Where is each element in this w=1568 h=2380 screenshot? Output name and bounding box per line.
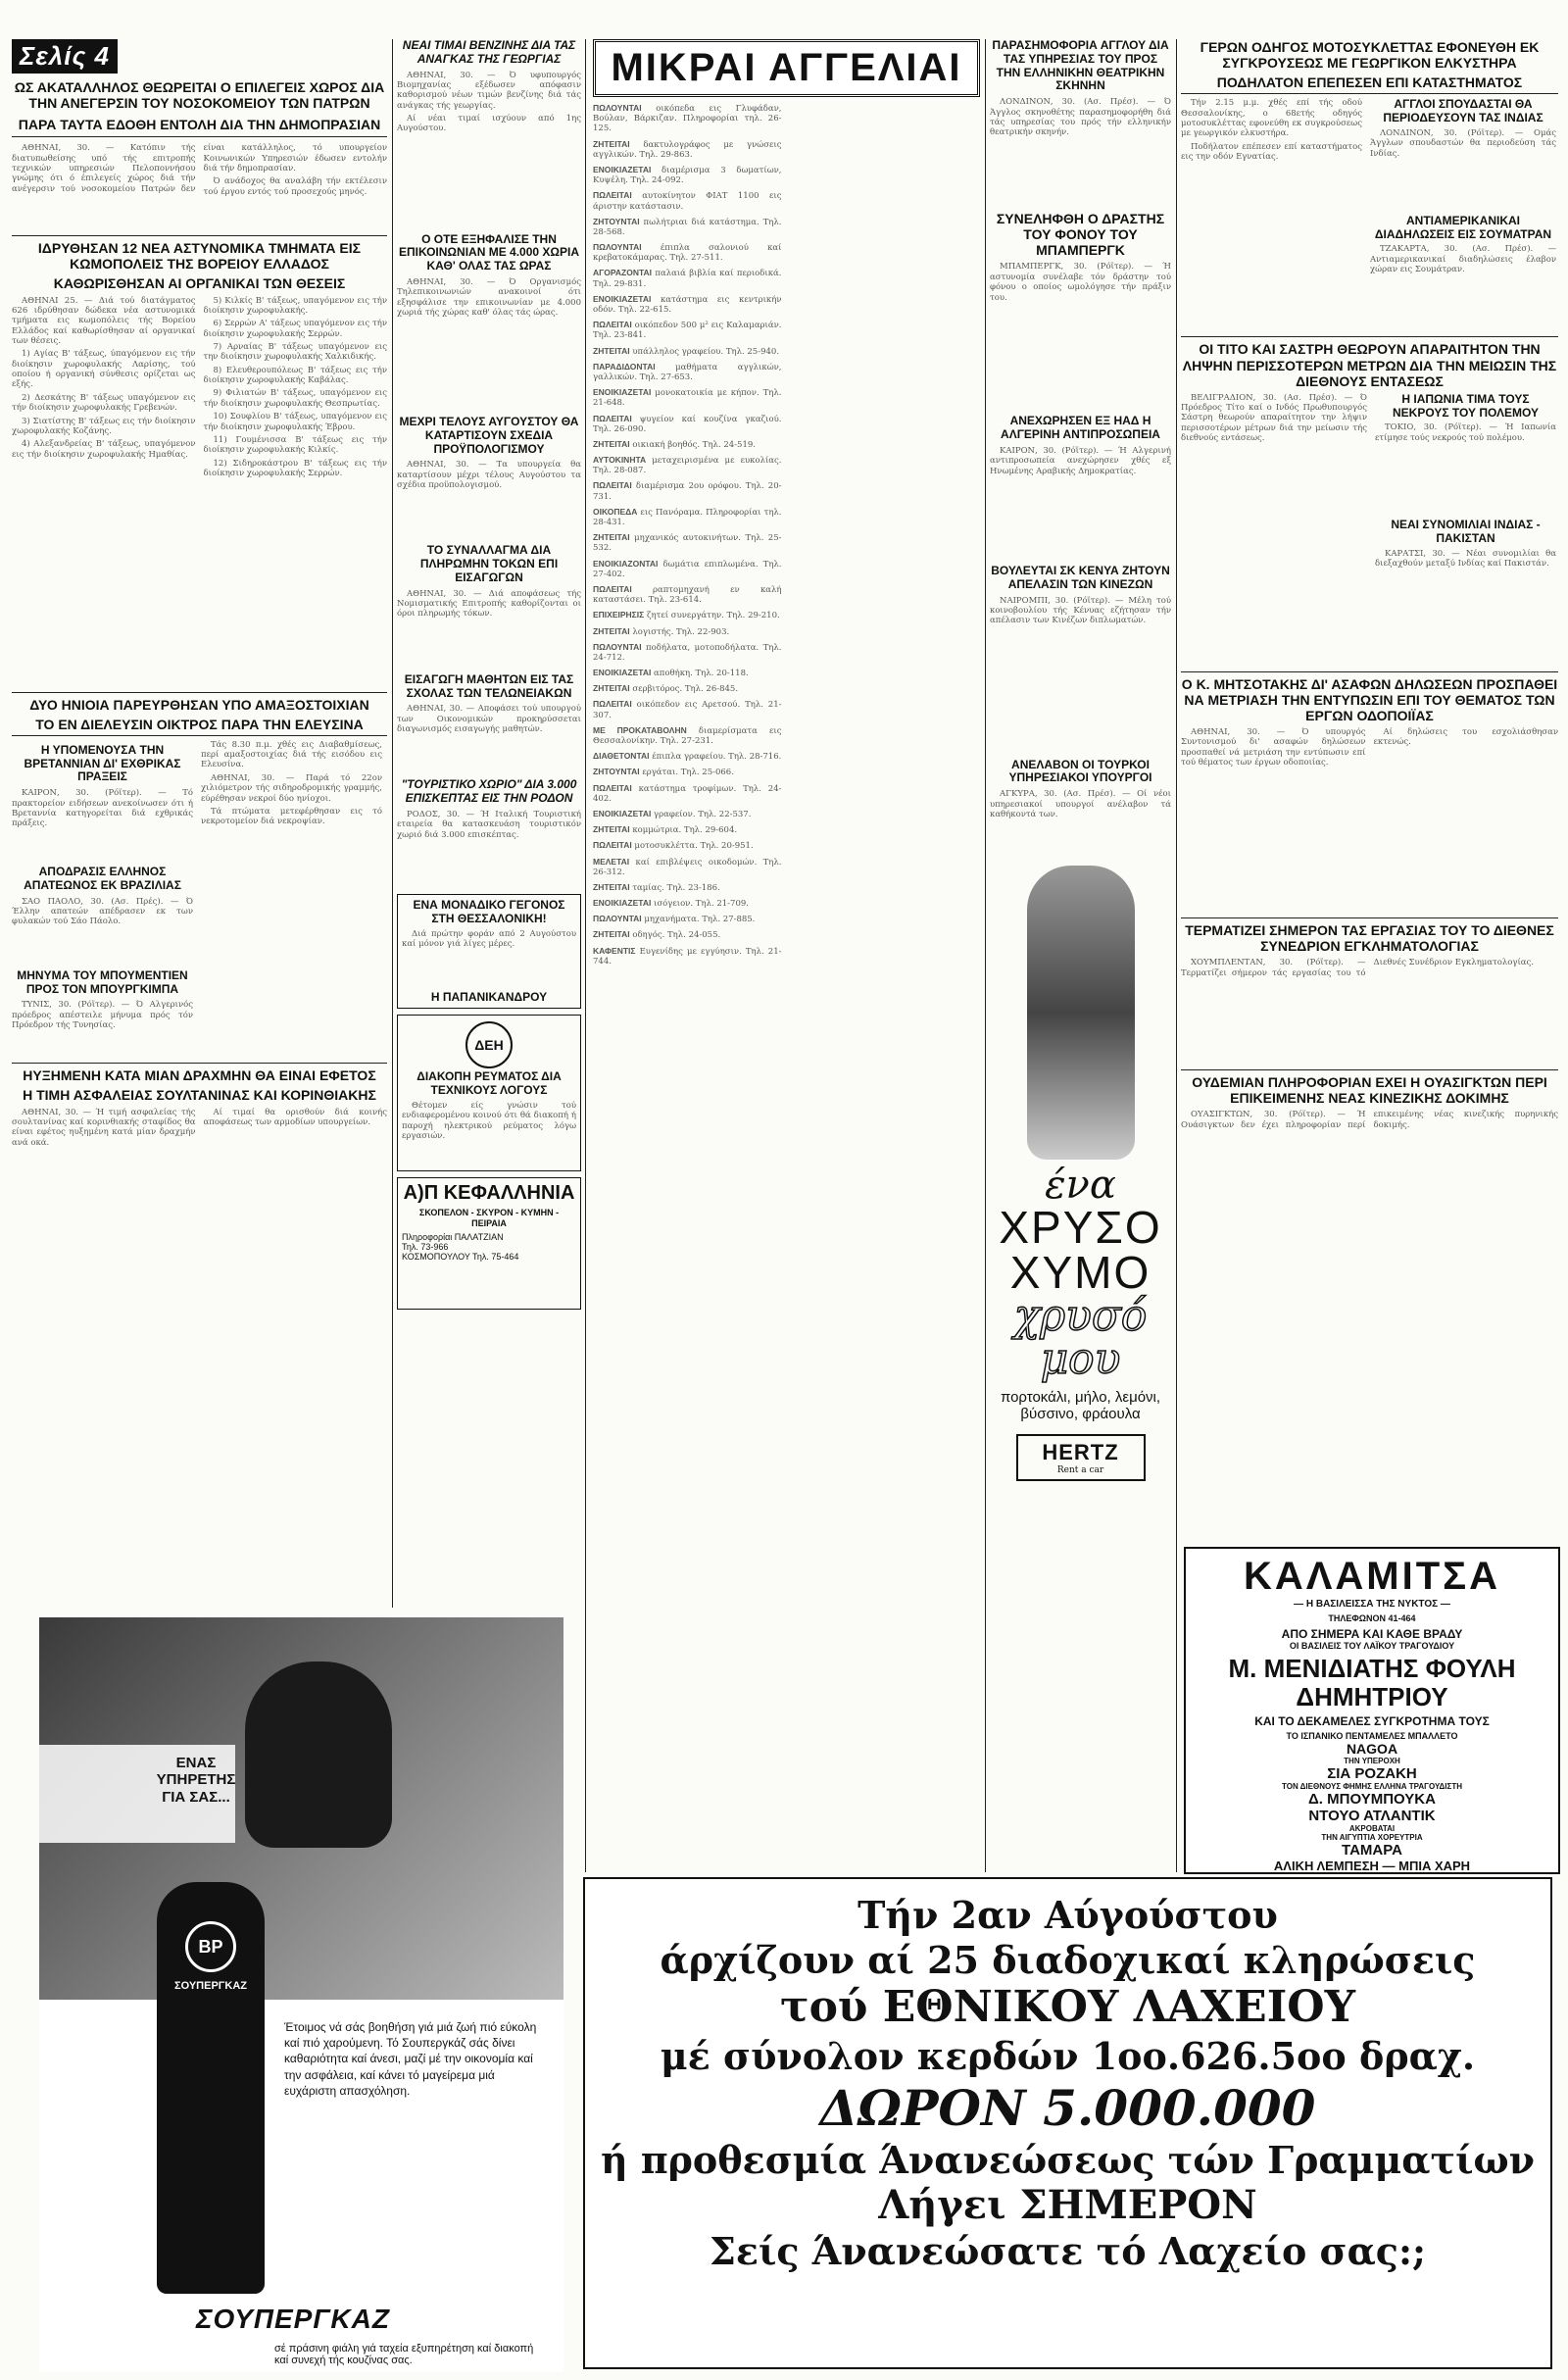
ad-line: Πληροφορίαι ΠΑΛΑΤΖΙΑΝ bbox=[402, 1232, 504, 1243]
divider bbox=[1181, 1069, 1558, 1070]
article-body: ΤΖΑΚΑΡΤΑ, 30. (Ασ. Πρέσ). — Αντιαμερικανικαί διαδηλώσεις έλαβον χώραν εις Σουμάτραν. bbox=[1370, 244, 1556, 275]
list-item: ΑΓΟΡΑΖΟΝΤΑΙ παλαιά βιβλία καί περιοδικά. Τηλ. 29-831. bbox=[593, 268, 782, 289]
headline: ΠΟΔΗΛΑΤΟΝ ΕΠΕΠΕΣΕΝ ΕΠΙ ΚΑΤΑΣΤΗΜΑΤΟΣ bbox=[1181, 74, 1558, 94]
list-item: ΖΗΤΟΥΝΤΑΙ εργάται. Τηλ. 25-066. bbox=[593, 767, 734, 778]
column-1 bbox=[12, 39, 387, 1225]
column-4 bbox=[990, 39, 1171, 1571]
section-logo: Σελίς 4 bbox=[12, 39, 118, 74]
woman-figure bbox=[245, 1661, 392, 1848]
ad-line: ΤΟΝ ΔΙΕΘΝΟΥΣ ΦΗΜΗΣ ΕΛΛΗΝΑ ΤΡΑΓΟΥΔΙΣΤΗ bbox=[1282, 1782, 1462, 1792]
juice-ad bbox=[990, 866, 1171, 1571]
article-body: ΑΘΗΝΑΙ, 30. — Αποφάσει τού υπουργού των Οικονομικών προκηρύσσεται διαγωνισμός εισαγωγής μαθητών. bbox=[397, 704, 581, 735]
list-item: ΖΗΤΕΙΤΑΙ ταμίας. Τηλ. 23-186. bbox=[593, 881, 720, 893]
ad-line: άρχίζουν αί 25 διαδοχικαί κληρώσεις bbox=[660, 1937, 1476, 1982]
divider bbox=[1181, 917, 1558, 918]
ad-phone: ΤΗΛΕΦΩΝΟΝ 41-464 bbox=[1328, 1613, 1416, 1623]
headline: ΠΑΡΑ ΤΑΥΤΑ ΕΔΟΘΗ ΕΝΤΟΛΗ ΔΙΑ ΤΗΝ ΔΗΜΟΠΡΑΣΙΑΝ bbox=[12, 117, 387, 137]
ad-footer: σέ πράσινη φιάλη γιά ταχεία εξυπηρέτηση καί διακοπή καί συνεχή τής κουζίνας σας. bbox=[274, 2343, 534, 2366]
ad-line: Τηλ. 73-966 bbox=[402, 1242, 449, 1253]
list-item: ΖΗΤΕΙΤΑΙ οικιακή βοηθός. Τηλ. 24-519. bbox=[593, 438, 756, 450]
article-body: ΑΘΗΝΑΙ, 30. — Διά αποφάσεως τής Νομισματικής Επιτροπής καθορίζονται οι όροι πληρωμής τόκων. bbox=[397, 588, 581, 620]
headline: ΚΑΘΩΡΙΣΘΗΣΑΝ ΑΙ ΟΡΓΑΝΙΚΑΙ ΤΩΝ ΘΕΣΕΙΣ bbox=[53, 275, 346, 292]
list-item: ΕΝΟΙΚΙΑΖΕΤΑΙ κατάστημα εις κεντρικήν οδόν. Τηλ. 22-615. bbox=[593, 293, 782, 315]
ferry-ad bbox=[397, 1177, 581, 1310]
headline: ΟΥΔΕΜΙΑΝ ΠΛΗΡΟΦΟΡΙΑΝ ΕΧΕΙ Η ΟΥΑΣΙΓΚΤΩΝ ΠΕΡΙ ΕΠΙΚΕΙΜΕΝΗΣ ΝΕΑΣ ΚΙΝΕΖΙΚΗΣ ΔΟΚΙΜΗΣ bbox=[1192, 1074, 1547, 1107]
headline: ΑΝΤΙΑΜΕΡΙΚΑΝΙΚΑΙ ΔΙΑΔΗΛΩΣΕΙΣ ΕΙΣ ΣΟΥΜΑΤΡΑΝ bbox=[1374, 213, 1552, 241]
headline: ΗΥΞΗΜΕΝΗ ΚΑΤΑ ΜΙΑΝ ΔΡΑΧΜΗΝ ΘΑ ΕΙΝΑΙ ΕΦΕΤΟΣ bbox=[23, 1067, 376, 1084]
lottery-ad bbox=[583, 1877, 1552, 2369]
divider bbox=[12, 235, 387, 236]
list-item: ΠΩΛΟΥΝΤΑΙ οικόπεδα εις Γλυφάδαν, Βούλαν, Βάρκιζαν. Πληροφορίαι τηλ. 26-125. bbox=[593, 103, 782, 134]
list-item: ΕΝΟΙΚΙΑΖΕΤΑΙ διαμέρισμα 3 δωματίων, Κυψέλη. Τηλ. 24-092. bbox=[593, 164, 782, 186]
article-body: ΑΘΗΝΑΙ, 30. — Ή τιμή ασφαλείας τής σουλτανίνας καί κορινθιακής σταφίδος θα είναι εφέτος ηυξημένη κατά μίαν δραχμήν ανά οκά. Αί τιμαί θα ορισθούν διά κοινής αποφάσεως των αρμοδίων υπουργείων. bbox=[12, 1107, 387, 1148]
gas-cylinder-icon bbox=[157, 1882, 265, 2294]
bp-logo-icon: BP bbox=[185, 1921, 236, 1972]
headline: ΤΟ ΕΝ ΔΙΕΛΕΥΣΙΝ ΟΙΚΤΡΟΣ ΠΑΡΑ ΤΗΝ ΕΛΕΥΣΙΝΑ bbox=[12, 717, 387, 736]
headline: ΓΕΡΩΝ ΟΔΗΓΟΣ ΜΟΤΟΣΥΚΛΕΤΤΑΣ ΕΦΟΝΕΥΘΗ ΕΚ ΣΥΓΚΡΟΥΣΕΩΣ ΜΕ ΓΕΩΡΓΙΚΟΝ ΕΛΚΥΣΤΗΡΑ bbox=[1200, 39, 1540, 72]
headline: Η ΥΠΟΜΕΝΟΥΣΑ ΤΗΝ ΒΡΕΤΑΝΝΙΑΝ ΔΙ' ΕΧΘΡΙΚΑΣ ΠΡΑΞΕΙΣ bbox=[24, 742, 181, 784]
ad-line: ΤΗΝ ΑΙΓΥΠΤΙΑ ΧΟΡΕΥΤΡΙΑ bbox=[1321, 1833, 1423, 1843]
article-body: ΑΓΚΥΡΑ, 30. (Ασ. Πρέσ). — Οί νέοι υπηρεσιακοί υπουργοί ανέλαβον τά καθήκοντά των. bbox=[990, 789, 1171, 819]
headline: ΒΟΥΛΕΥΤΑΙ ΣΚ ΚΕΝΥΑ ΖΗΤΟΥΝ ΑΠΕΛΑΣΙΝ ΤΩΝ ΚΙΝΕΖΩΝ bbox=[991, 564, 1170, 591]
list-item: ΖΗΤΕΙΤΑΙ υπάλληλος γραφείου. Τηλ. 25-940. bbox=[593, 345, 780, 357]
list-item: ΠΩΛΕΙΤΑΙ ραπτομηχανή εν καλή καταστάσει. Τηλ. 23-614. bbox=[593, 583, 782, 606]
article-body: ΑΘΗΝΑΙ, 30. — Ό Οργανισμός Τηλεπικοινωνιών ανακοινοί ότι εξησφάλισε την επικοινωνίαν με 4.000 χωριά τής χώρας καθ' όλας τάς ώρας. bbox=[397, 276, 581, 319]
headline: ΑΝΕΛΑΒΟΝ ΟΙ ΤΟΥΡΚΟΙ ΥΠΗΡΕΣΙΑΚΟΙ ΥΠΟΥΡΓΟΙ bbox=[1008, 757, 1152, 785]
list-item: ΖΗΤΟΥΝΤΑΙ πωλήτριαι διά κατάστημα. Τηλ. 28-568. bbox=[593, 216, 782, 237]
headline: ΑΠΟΔΡΑΣΙΣ ΕΛΛΗΝΟΣ ΑΠΑΤΕΩΝΟΣ ΕΚ ΒΡΑΖΙΛΙΑΣ bbox=[24, 865, 181, 892]
hertz-ad bbox=[1016, 1434, 1146, 1481]
ad-line: πορτοκάλι, μήλο, λεμόνι, βύσσινο, φράουλα bbox=[1000, 1389, 1161, 1423]
ad-line: ΑΛΙΚΗ ΛΕΜΠΕΣΗ — ΜΠΙΑ ΧΑΡΗ bbox=[1273, 1859, 1471, 1874]
headline: ΤΟ ΣΥΝΑΛΛΑΓΜΑ ΔΙΑ ΠΛΗΡΩΜΗΝ ΤΟΚΩΝ ΕΠΙ ΕΙΣΑΓΩΓΩΝ bbox=[419, 543, 559, 584]
classifieds-title: ΜΙΚΡΑΙ ΑΓΓΕΛΙΑΙ bbox=[593, 39, 980, 97]
ad-line: ΤΗΝ ΥΠΕΡΟΧΗ bbox=[1344, 1757, 1400, 1766]
list-item: ΜΕΛΕΤΑΙ καί επιβλέψεις οικοδομών. Τηλ. 26-312. bbox=[593, 856, 782, 877]
article-body: ΚΑΡΑΤΣΙ, 30. — Νέαι συνομιλίαι θα διεξαχθούν μεταξύ Ινδίας καί Πακιστάν. bbox=[1375, 548, 1556, 570]
ad-line: ΣΙΑ ΡΟΖΑΚΗ bbox=[1327, 1765, 1417, 1783]
ad-title: ΚΑΛΑΜΙΤΣΑ bbox=[1243, 1555, 1501, 1598]
list-item: ΖΗΤΕΙΤΑΙ δακτυλογράφος με γνώσεις αγγλικών. Τηλ. 29-863. bbox=[593, 138, 782, 160]
ad-line: Δ. ΜΠΟΥΜΠΟΥΚΑ bbox=[1308, 1791, 1436, 1809]
headline: Η ΤΙΜΗ ΑΣΦΑΛΕΙΑΣ ΣΟΥΛΤΑΝΙΝΑΣ ΚΑΙ ΚΟΡΙΝΘΙΑΚΗΣ bbox=[23, 1087, 376, 1104]
column-rule bbox=[985, 39, 986, 1872]
supergaz-ad bbox=[39, 1617, 564, 2372]
article-body: ΚΑΪΡΟΝ, 30. (Ρόϊτερ). — Τό πρακτορείον ειδήσεων ανεκοίνωσεν ότι ή Βρεταννία κατηγορείται διά εχθρικάς πράξεις. bbox=[12, 788, 193, 829]
brand-name: ΣΟΥΠΕΡΓΚΑΖ bbox=[196, 2304, 390, 2334]
column-rule bbox=[1176, 39, 1177, 1872]
headline: ΕΝΑ ΜΟΝΑΔΙΚΟ ΓΕΓΟΝΟΣ ΣΤΗ ΘΕΣΣΑΛΟΝΙΚΗ! bbox=[413, 897, 565, 925]
list-item: ΕΝΟΙΚΙΑΖΕΤΑΙ μονοκατοικία με κήπον. Τηλ. 21-648. bbox=[593, 387, 782, 409]
list-item: ΖΗΤΕΙΤΑΙ κομμώτρια. Τηλ. 29-604. bbox=[593, 824, 738, 836]
list-item: ΕΝΟΙΚΙΑΖΕΤΑΙ γραφείον. Τηλ. 22-537. bbox=[593, 808, 752, 819]
headline: ΔΙΑΚΟΠΗ ΡΕΥΜΑΤΟΣ ΔΙΑ ΤΕΧΝΙΚΟΥΣ ΛΟΓΟΥΣ bbox=[416, 1069, 562, 1098]
article-body: ΛΟΝΔΙΝΟΝ, 30. (Ρόϊτερ). — Ομάς Άγγλων σπουδαστών θα περιοδεύση τάς Ινδίας. bbox=[1370, 127, 1556, 159]
article-body: ΑΘΗΝΑΙ 25. — Διά τού διατάγματος 626 ιδρύθησαν δώδεκα νέα αστυνομικά τμήματα εις κωμοπόλεις τής Βορείου Ελλάδος καί καθωρίσθησαν αί οργανικαί των θέσεις. 1) Αγίας Β' τάξεως, ύπαγόμενον εις τήν διοίκησιν χωροφυλακής Λαρίσης, τού οποίου ή οργανική σύνθεσις ορίζεται ως εξής. 2) Δεσκάτης Β' τάξεως υπαγόμενον εις τήν διοίκησιν χωροφυλακής Γρεβενών. 3) Σιατίστης Β' τάξεως εις τήν διοίκησιν χωροφυλακής Κοζάνης. 4) Αλεξανδρείας Β' τάξεως, υπαγόμενον εις τήν διοίκησιν χωροφυλακής Ημαθίας. 5) Κιλκίς Β' τάξεως, υπαγόμενον εις τήν διοίκησιν χωροφυλακής. 6) Σερρών Α' τάξεως υπαγόμενον εις τήν διοίκησιν χωροφυλακής Σερρών. 7) Αρναίας Β' τάξεως υπαγόμενον εις την διοίκησιν χωροφυλακής Χαλκιδικής. 8) Ελευθερουπόλεως Β' τάξεως εις τήν διοίκησιν χωροφυλακής Καβάλας. 9) Φιλιατών Β' τάξεως, υπαγόμενον εις τήν διοίκησιν χωροφυλακής Θεσπρωτίας. 10) Σουφλίου Β' τάξεως, υπαγόμενον εις τήν διοίκησιν χωροφυλακής Έβρου. 11) Γουμένισσα Β' τάξεως εις τήν διοίκησιν χωροφυλακής Κιλκίς. 12) Σιδηροκάστρου Β' τάξεως εις τήν διοίκησιν χωροφυλακής Σερρών. bbox=[12, 295, 387, 478]
headline: ΟΙ ΤΙΤΟ ΚΑΙ ΣΑΣΤΡΗ ΘΕΩΡΟΥΝ ΑΠΑΡΑΙΤΗΤΟΝ ΤΗΝ ΛΗΨΗΝ ΠΕΡΙΣΣΟΤΕΡΩΝ ΜΕΤΡΩΝ ΔΙΑ ΤΗΝ ΜΕΙΩΣΙΝ ΤΗΣ ΔΙΕΘΝΟΥΣ ΕΝΤΑΣΕΩΣ bbox=[1182, 341, 1557, 389]
headline: ΝΕΑΙ ΤΙΜΑΙ ΒΕΝΖΙΝΗΣ ΔΙΑ ΤΑΣ ΑΝΑΓΚΑΣ ΤΗΣ ΓΕΩΡΓΙΑΣ bbox=[402, 38, 576, 66]
article-body: ΑΘΗΝΑΙ, 30. — Ό υφυπουργός Βιομηχανίας εξέδωσεν απόφασιν καθορισμού νέων τιμών βενζίνης διά τάς ανάγκας τής γεωργίας. Αί νέαι τιμαί ισχύουν από 1ης Αυγούστου. bbox=[397, 70, 581, 134]
list-item: ΕΝΟΙΚΙΑΖΟΝΤΑΙ δωμάτια επιπλωμένα. Τηλ. 27-402. bbox=[593, 558, 782, 579]
list-item: ΠΩΛΟΥΝΤΑΙ ποδήλατα, μοτοποδήλατα. Τηλ. 24-712. bbox=[593, 641, 782, 663]
list-item: ΠΩΛΕΙΤΑΙ μοτοσυκλέττα. Τηλ. 20-951. bbox=[593, 840, 754, 852]
column-rule bbox=[585, 39, 586, 1872]
column-2 bbox=[397, 39, 581, 1310]
ad-title: Α)Π ΚΕΦΑΛΛΗΝΙΑ bbox=[403, 1182, 575, 1205]
ad-line: ή προθεσμία Άνανεώσεως τών Γραμματίων bbox=[600, 2137, 1536, 2182]
ad-line: ΣΚΟΠΕΛΟΝ - ΣΚΥΡΟΝ - ΚΥΜΗΝ - ΠΕΙΡΑΙΑ bbox=[418, 1208, 560, 1228]
headline: ΑΝΕΧΩΡΗΣΕΝ ΕΞ ΗΑΔ Η ΑΛΓΕΡΙΝΗ ΑΝΤΙΠΡΟΣΩΠΕΙΑ bbox=[1001, 414, 1160, 442]
article-body: ΑΘΗΝΑΙ, 30. — Τα υπουργεία θα καταρτίσουν μέχρι τέλους Αυγούστου τα σχέδια προϋπολογισμού. bbox=[397, 460, 581, 491]
ad-sub: — Η ΒΑΣΙΛΕΙΣΣΑ ΤΗΣ ΝΥΚΤΟΣ — bbox=[1294, 1599, 1450, 1610]
cylinder-label: ΣΟΥΠΕΡΓΚΑΖ bbox=[173, 1980, 248, 1992]
list-item: ΠΩΛΕΙΤΑΙ αυτοκίνητον ΦΙΑΤ 1100 εις άριστην κατάστασιν. bbox=[593, 190, 782, 212]
ad-tagline: ΕΝΑΣ ΥΠΗΡΕΤΗΣ ΓΙΑ ΣΑΣ... bbox=[156, 1755, 236, 1806]
list-item: ΠΩΛΕΙΤΑΙ διαμέρισμα 2ου ορόφου. Τηλ. 20-731. bbox=[593, 480, 782, 502]
ad-body: Έτοιμος νά σάς βοηθήση γιά μιά ζωή πιό εύκολη καί πιό χαρούμενη. Τό Σουπεργκάζ σάς δίνει καθαριότητα καί άνεσι, μαζί μέ την οικονομία καί την ασφάλεια, καί κάνει τό μαγείρεμα μιά ευχάριστη απασχόληση. bbox=[284, 2020, 537, 2098]
ad-line: μου bbox=[1040, 1334, 1121, 1385]
list-item: ΠΩΛΟΥΝΤΑΙ έπιπλα σαλονιού καί κρεβατοκάμαρας. Τηλ. 27-511. bbox=[593, 242, 782, 264]
article-body: Θέτομεν είς γνώσιν τού ενδιαφερομένου κοινού ότι θά διακοπή ή παροχή ηλεκτρικού ρεύματος λόγω εργασιών. bbox=[402, 1100, 576, 1142]
headline: ΕΙΣΑΓΩΓΗ ΜΑΘΗΤΩΝ ΕΙΣ ΤΑΣ ΣΧΟΛΑΣ ΤΩΝ ΤΕΛΩΝΕΙΑΚΩΝ bbox=[404, 671, 574, 700]
ad-line: ΑΚΡΟΒΑΤΑΙ bbox=[1348, 1824, 1396, 1834]
list-item: ΟΙΚΟΠΕΔΑ εις Πανόραμα. Πληροφορίαι τηλ. 28-431. bbox=[593, 506, 782, 527]
list-item: ΖΗΤΕΙΤΑΙ οδηγός. Τηλ. 24-055. bbox=[593, 929, 721, 941]
article-body: ΤΟΚΙΟ, 30. (Ρόϊτερ). — Ή Ιαπωνία ετίμησε τούς νεκρούς τού πολέμου. bbox=[1375, 422, 1556, 443]
article-body: ΝΑΪΡΟΜΠΙ, 30. (Ρόϊτερ). — Μέλη τού κοινοβουλίου τής Κένυας εζήτησαν τήν απέλασιν των Κινέζων διπλωματών. bbox=[990, 595, 1171, 626]
article-body: Τήν 2.15 μ.μ. χθές επί τής οδού Θεσσαλονίκης, ο 68ετής οδηγός μοτοσυκλέττας εφονεύθη εκ συγκρούσεως με γεωργικόν ελκυστήρα. Ποδήλατον επέπεσεν επί καταστήματος εις την οδόν Εγνατίας. bbox=[1181, 98, 1362, 163]
ad-line: Σείς Άνανεώσατε τό Λαχείο σας:; bbox=[710, 2229, 1426, 2274]
list-item: ΠΩΛΕΙΤΑΙ κατάστημα τροφίμων. Τηλ. 24-402. bbox=[593, 782, 782, 804]
list-item: ΖΗΤΕΙΤΑΙ μηχανικός αυτοκινήτων. Τηλ. 25-532. bbox=[593, 532, 782, 554]
article-body: ΒΕΛΙΓΡΑΔΙΟΝ, 30. (Ασ. Πρέσ). — Ό Πρόεδρος Τίτο καί ο Ινδός Πρωθυπουργός Σάστρη θεωρούν απαραίτητον την λήψιν περισσοτέρων μέτρων διά την μείωσιν τής διεθνούς εντάσεως. bbox=[1181, 392, 1367, 444]
list-item: ΑΥΤΟΚΙΝΗΤΑ μεταχειρισμένα με ευκολίας. Τηλ. 28-087. bbox=[593, 455, 782, 476]
ad-line: NAGOA bbox=[1346, 1741, 1398, 1758]
ad-line: Τήν 2αν Αύγούστου bbox=[858, 1893, 1278, 1937]
headline: Η ΠΑΠΑΝΙΚΑΝΔΡΟΥ bbox=[430, 989, 548, 1004]
article-body: ΧΟΥΜΠΛΕΝΤΑΝ, 30. (Ρόϊτερ). — Τερματίζει σήμερον τάς εργασίας του τό Διεθνές Συνέδριον Εγκληματολογίας. bbox=[1181, 958, 1534, 978]
article-body: ΑΘΗΝΑΙ, 30. — Κατόπιν τής διατυπωθείσης υπό τής επιτροπής τεχνικών υπηρεσιών Πελοποννήσου γνώμης ότι ό έπιλεγείς χώρος διά τήν ανέγερσιν τού νοσοκομείου Πατρών δεν είναι κατάλληλος, τό υπουργείον Κοινωνικών Υπηρεσιών έδωσεν εντολήν διά τήν δημοπρασίαν. Ό ανάδοχος θα αναλάβη τήν εκτέλεσιν τού έργου εντός τού προσεχούς μηνός. bbox=[12, 143, 387, 197]
headline: ΣΥΝΕΛΗΦΘΗ Ο ΔΡΑΣΤΗΣ ΤΟΥ ΦΟΝΟΥ ΤΟΥ ΜΠΑΜΠΕΡΓΚ bbox=[996, 211, 1165, 259]
headline: Ο ΟΤΕ ΕΞΗΦΑΛΙΣΕ ΤΗΝ ΕΠΙΚΟΙΝΩΝΙΑΝ ΜΕ 4.000 ΧΩΡΙΑ ΚΑΘ' ΟΛΑΣ ΤΑΣ ΩΡΑΣ bbox=[398, 231, 580, 273]
list-item: ΖΗΤΕΙΤΑΙ σερβιτόρος. Τηλ. 26-845. bbox=[593, 683, 739, 695]
list-item: ΠΑΡΑΔΙΔΟΝΤΑΙ μαθήματα αγγλικών, γαλλικών. Τηλ. 27-653. bbox=[593, 361, 782, 382]
list-item: ΕΠΙΧΕΙΡΗΣΙΣ ζητεί συνεργάτην. Τηλ. 29-210. bbox=[593, 610, 780, 621]
utility-logo-icon: ΔΕΗ bbox=[466, 1021, 513, 1068]
ad-line: τού ΕΘΝΙΚΟΥ ΛΑΧΕΙΟΥ bbox=[779, 1982, 1356, 2033]
headline: ΑΓΓΛΟΙ ΣΠΟΥΔΑΣΤΑΙ ΘΑ ΠΕΡΙΟΔΕΥΣΟΥΝ ΤΑΣ ΙΝΔΙΑΣ bbox=[1383, 97, 1544, 125]
ad-line: ΧΥΜΟ bbox=[1009, 1247, 1152, 1299]
article-body: ΚΑΪΡΟΝ, 30. (Ρόϊτερ). — Ή Αλγερινή αντιπροσωπεία ανεχώρησεν χθές εξ Ηνωμένης Αραβικής Δημοκρατίας. bbox=[990, 446, 1171, 476]
article-body: ΑΘΗΝΑΙ, 30. — Ό υπουργός Συντονισμού δι' ασαφών δηλώσεων προσπαθεί νά μετριάση την εντύπωσιν επί τού θέματος των έργων οδοποιίας. Αί δηλώσεις του εσχολιάσθησαν εκτενώς. bbox=[1181, 727, 1558, 769]
article-body: Διά πρώτην φοράν από 2 Αυγούστου καί μόνον γιά λίγες μέρες. bbox=[402, 928, 576, 949]
ad-line: ΚΑΙ ΤΟ ΔΕΚΑΜΕΛΕΣ ΣΥΓΚΡΟΤΗΜΑ ΤΟΥΣ bbox=[1254, 1714, 1490, 1729]
divider bbox=[1181, 336, 1558, 337]
article-body: Τάς 8.30 π.μ. χθές εις Διαβαθμίσεως, περί αμαξοστοιχίας διά τής εισόδου εις Ελευσίνα. ΑΘΗΝΑΙ, 30. — Παρά τό 22ον χιλιόμετρον τής σιδηροδρομικής γραμμής, εύρέθησαν νεκροί δύο ηνίοχοι. Τά πτώματα μετεφέρθησαν εις τό νεκροτομείον διά νεκροψίαν. bbox=[201, 739, 382, 827]
ad-line: ΚΟΣΜΟΠΟΥΛΟΥ Τηλ. 75-464 bbox=[402, 1252, 519, 1263]
list-item: ΜΕ ΠΡΟΚΑΤΑΒΟΛΗΝ διαμερίσματα εις Θεσσαλονίκην. Τηλ. 27-231. bbox=[593, 724, 782, 746]
headline: ΩΣ ΑΚΑΤΑΛΛΗΛΟΣ ΘΕΩΡΕΙΤΑΙ Ο ΕΠΙΛΕΓΕΙΣ ΧΩΡΟΣ ΔΙΑ ΤΗΝ ΑΝΕΓΕΡΣΙΝ ΤΟΥ ΝΟΣΟΚΟΜΕΙΟΥ ΤΩΝ ΠΑΤΡΩΝ bbox=[14, 79, 385, 112]
list-item: ΠΩΛΕΙΤΑΙ ψυγείον καί κουζίνα γκαζιού. Τηλ. 26-090. bbox=[593, 413, 782, 434]
ad-line: Λήγει ΣΗΜΕΡΟΝ bbox=[878, 2182, 1257, 2229]
headline: Ο Κ. ΜΗΤΣΟΤΑΚΗΣ ΔΙ' ΑΣΑΦΩΝ ΔΗΛΩΣΕΩΝ ΠΡΟΣΠΑΘΕΙ ΝΑ ΜΕΤΡΙΑΣΗ ΤΗΝ ΕΝΤΥΠΩΣΙΝ ΕΠΙ ΤΟΥ ΘΕΜΑΤΟΣ ΤΩΝ ΕΡΓΩΝ ΟΔΟΠΟΙΪΑΣ bbox=[1181, 675, 1558, 723]
kalamitsa-ad bbox=[1184, 1547, 1560, 1874]
list-item: ΕΝΟΙΚΙΑΖΕΤΑΙ ισόγειον. Τηλ. 21-709. bbox=[593, 898, 749, 910]
article-body: ΟΥΑΣΙΓΚΤΩΝ, 30. (Ρόϊτερ). — Ή Ουάσιγκτων δεν έχει πληροφορίαν περί επικειμένης νέας κινεζικής πυρηνικής δοκιμής. bbox=[1181, 1110, 1558, 1130]
ad-line: ΝΤΟΥΟ ΑΤΛΑΝΤΙΚ bbox=[1308, 1808, 1436, 1825]
divider bbox=[12, 1063, 387, 1064]
list-item: ΠΩΛΕΙΤΑΙ οικόπεδον 500 μ² εις Καλαμαριάν. Τηλ. 23-841. bbox=[593, 320, 782, 341]
column-5 bbox=[1181, 39, 1558, 1208]
article-body: ΣΑΟ ΠΑΟΛΟ, 30. (Ασ. Πρές). — Ό Έλλην απατεών απέδρασεν εκ των φυλακών τού Σάο Πάολο. bbox=[12, 896, 193, 927]
headline: Η ΙΑΠΩΝΙΑ ΤΙΜΑ ΤΟΥΣ ΝΕΚΡΟΥΣ ΤΟΥ ΠΟΛΕΜΟΥ bbox=[1392, 391, 1539, 420]
power-outage-notice bbox=[397, 1015, 581, 1171]
headline: ΜΕΧΡΙ ΤΕΛΟΥΣ ΑΥΓΟΥΣΤΟΥ ΘΑ ΚΑΤΑΡΤΙΣΟΥΝ ΣΧΕΔΙΑ ΠΡΟΫΠΟΛΟΓΙΣΜΟΥ bbox=[399, 414, 579, 456]
ad-line: ΔΩΡΟΝ 5.000.000 bbox=[819, 2078, 1316, 2137]
list-item: ΕΝΟΙΚΙΑΖΕΤΑΙ αποθήκη. Τηλ. 20-118. bbox=[593, 668, 749, 679]
bottle-icon bbox=[1027, 866, 1135, 1160]
list-item: ΖΗΤΕΙΤΑΙ λογιστής. Τηλ. 22-903. bbox=[593, 625, 730, 637]
headline: ΤΕΡΜΑΤΙΖΕΙ ΣΗΜΕΡΟΝ ΤΑΣ ΕΡΓΑΣΙΑΣ ΤΟΥ ΤΟ ΔΙΕΘΝΕΣ ΣΥΝΕΔΡΙΟΝ ΕΓΚΛΗΜΑΤΟΛΟΓΙΑΣ bbox=[1185, 922, 1554, 955]
ad-line: ένα bbox=[1045, 1163, 1116, 1209]
headline: ΠΑΡΑΣΗΜΟΦΟΡΙΑ ΑΓΓΛΟΥ ΔΙΑ ΤΑΣ ΥΠΗΡΕΣΙΑΣ ΤΟΥ ΠΡΟΣ ΤΗΝ ΕΛΛΗΝΙΚΗΝ ΘΕΑΤΡΙΚΗΝ ΣΚΗΝΗΝ bbox=[992, 38, 1169, 93]
article-body: ΤΥΝΙΣ, 30. (Ρόϊτερ). — Ό Αλγερινός πρόεδρος απέστειλε μήνυμα πρός τόν Πρόεδρον τής Τυνησίας. bbox=[12, 1000, 193, 1031]
headline: ΔΥΟ ΗΝΙΟΙΑ ΠΑΡΕΥΡΘΗΣΑΝ ΥΠΟ ΑΜΑΞΟΣΤΟΙΧΙΑΝ bbox=[29, 696, 369, 713]
ad-box bbox=[397, 894, 581, 1009]
headline: "ΤΟΥΡΙΣΤΙΚΟ ΧΩΡΙΟ" ΔΙΑ 3.000 ΕΠΙΣΚΕΠΤΑΣ ΕΙΣ ΤΗΝ ΡΟΔΟΝ bbox=[401, 777, 577, 806]
hertz-logo: HERTZ bbox=[1042, 1440, 1119, 1465]
ad-line: ΤΑΜΑΡΑ bbox=[1342, 1842, 1402, 1859]
list-item: ΠΩΛΕΙΤΑΙ οικόπεδον εις Αρετσού. Τηλ. 21-307. bbox=[593, 699, 782, 720]
divider bbox=[12, 692, 387, 693]
column-rule bbox=[392, 39, 393, 1608]
list-item: ΚΑΦΕΝΤΙΣ Ευγενίδης με εγγύησιν. Τηλ. 21-744. bbox=[593, 945, 782, 967]
divider bbox=[1181, 671, 1558, 672]
ad-line: ΟΙ ΒΑΣΙΛΕΙΣ ΤΟΥ ΛΑΪΚΟΥ ΤΡΑΓΟΥΔΙΟΥ bbox=[1289, 1641, 1455, 1651]
hertz-sub: Rent a car bbox=[1056, 1465, 1104, 1476]
headline: ΝΕΑΙ ΣΥΝΟΜΙΛΙΑΙ ΙΝΔΙΑΣ - ΠΑΚΙΣΤΑΝ bbox=[1391, 518, 1541, 546]
classifieds-column bbox=[593, 39, 980, 1848]
article-body: ΡΟΔΟΣ, 30. — Ή Ιταλική Τουριστική εταιρεία θα κατασκευάση τουριστικόν χωριό διά 3.000 επισκέπτας. bbox=[397, 809, 581, 840]
headline: ΙΔΡΥΘΗΣΑΝ 12 ΝΕΑ ΑΣΤΥΝΟΜΙΚΑ ΤΜΗΜΑΤΑ ΕΙΣ ΚΩΜΟΠΟΛΕΙΣ ΤΗΣ ΒΟΡΕΙΟΥ ΕΛΛΑΔΟΣ bbox=[37, 240, 362, 273]
ad-line: ΧΡΥΣΟ bbox=[999, 1202, 1162, 1254]
ad-names: Μ. ΜΕΝΙΔΙΑΤΗΣ ΦΟΥΛΗ ΔΗΜΗΤΡΙΟΥ bbox=[1228, 1654, 1516, 1711]
ad-line: ΤΟ ΙΣΠΑΝΙΚΟ ΠΕΝΤΑΜΕΛΕΣ ΜΠΑΛΛΕΤΟ bbox=[1286, 1731, 1458, 1742]
ad-line: χρυσό bbox=[1013, 1291, 1148, 1342]
ad-line: μέ σύνολον κερδών 1οο.626.5οο δραχ. bbox=[660, 2033, 1476, 2078]
ad-line: ΑΠΟ ΣΗΜΕΡΑ ΚΑΙ ΚΑΘΕ ΒΡΑΔΥ bbox=[1281, 1627, 1463, 1641]
article-body: ΜΠΑΜΠΕΡΓΚ, 30. (Ρόϊτερ). — Ή αστυνομία συνέλαβε τόν δράστην τού φόνου ο οποίος ωμολόγησε τήν πράξιν του. bbox=[990, 262, 1171, 303]
list-item: ΔΙΑΘΕΤΟΝΤΑΙ έπιπλα γραφείου. Τηλ. 28-716. bbox=[593, 751, 782, 763]
article-body: ΛΟΝΔΙΝΟΝ, 30. (Ασ. Πρέσ). — Ό Άγγλος σκηνοθέτης παρασημοφορήθη διά τάς υπηρεσίας του πρός τήν ελληνικήν θεατρικήν σκηνήν. bbox=[990, 97, 1171, 138]
classifieds-list bbox=[593, 103, 980, 1848]
list-item: ΠΩΛΟΥΝΤΑΙ μηχανήματα. Τηλ. 27-885. bbox=[593, 914, 756, 925]
headline: ΜΗΝΥΜΑ ΤΟΥ ΜΠΟΥΜΕΝΤΙΕΝ ΠΡΟΣ ΤΟΝ ΜΠΟΥΡΓΚΙΜΠΑ bbox=[17, 967, 188, 996]
